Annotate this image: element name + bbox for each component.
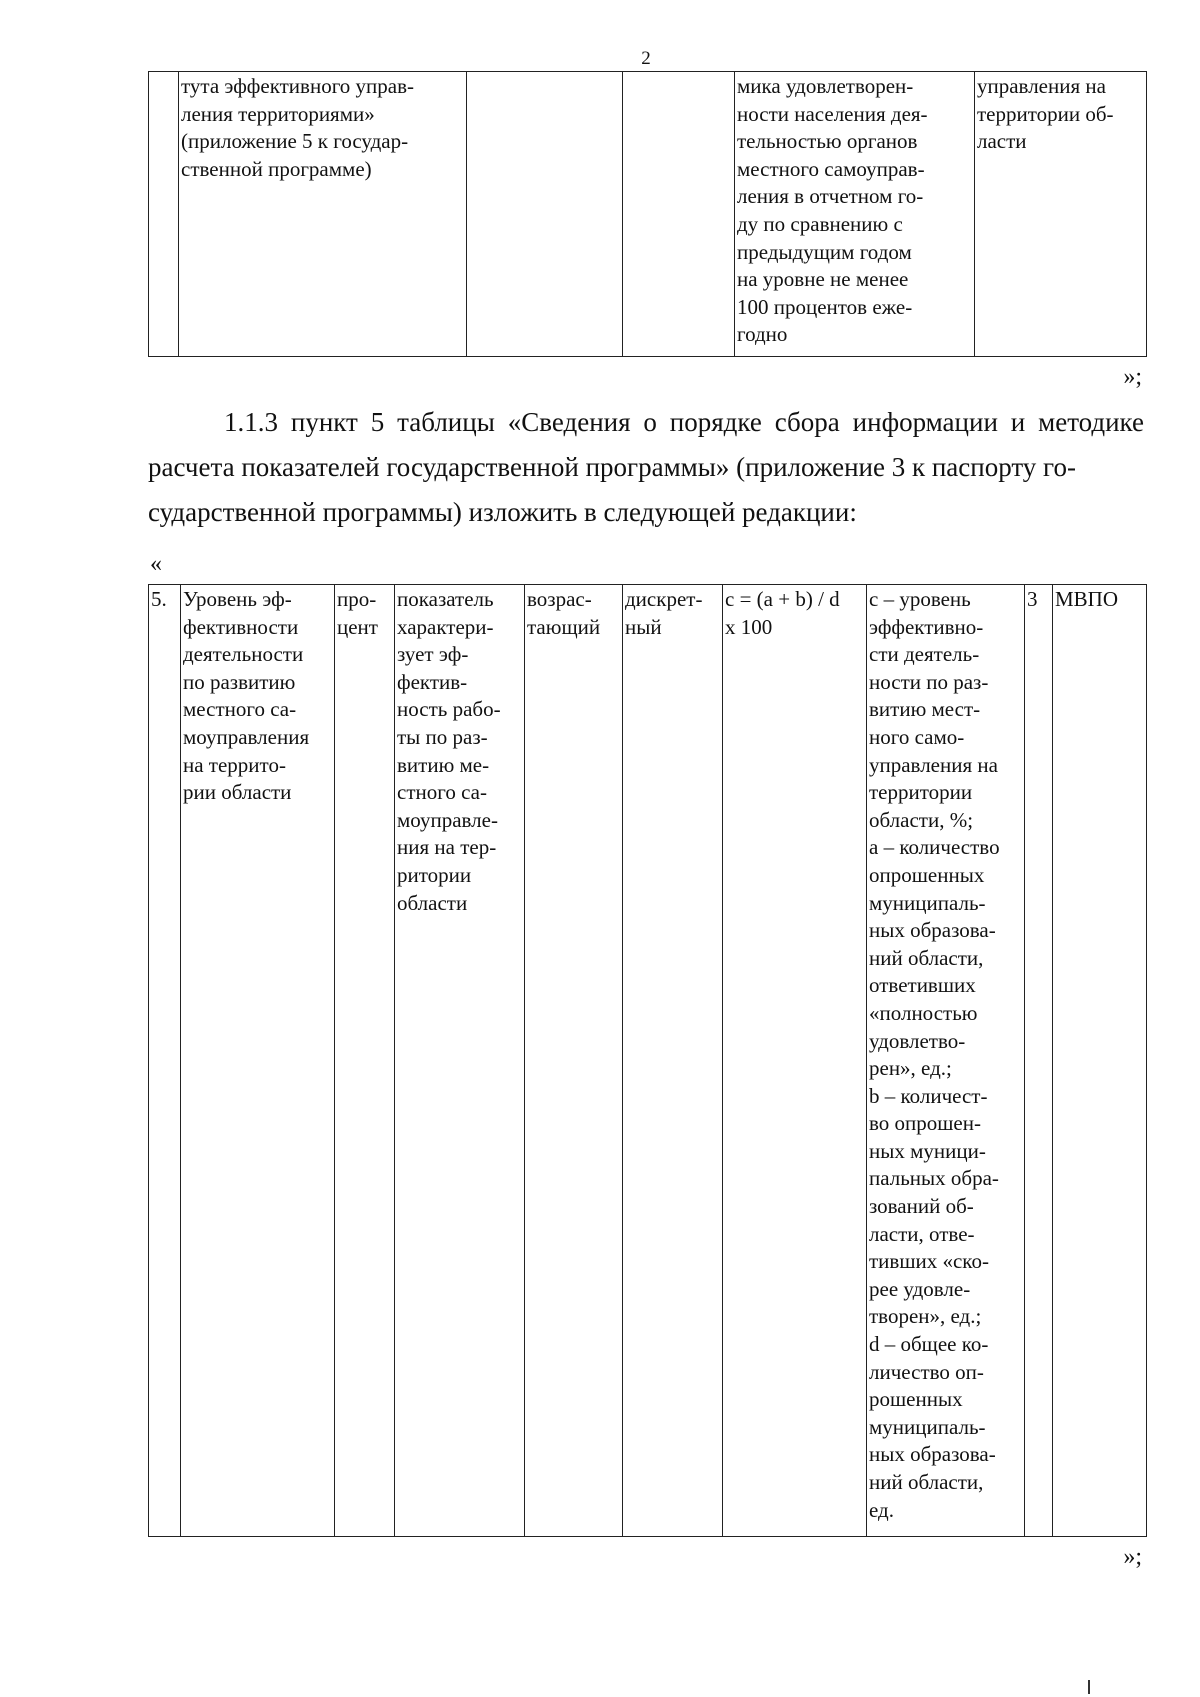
table-row <box>149 585 1147 1537</box>
table-cell <box>149 72 179 357</box>
opening-quote: « <box>150 551 162 577</box>
table-cell: дискрет- ный <box>623 585 723 1537</box>
table-cell: возрас- тающий <box>525 585 623 1537</box>
scan-mark <box>1088 1680 1090 1694</box>
table-cell: про- цент <box>335 585 395 1537</box>
body-paragraph <box>148 400 1144 535</box>
indicator-table <box>148 584 1147 1537</box>
closing-quote: »; <box>1123 1544 1142 1570</box>
table-cell: мика удовлетворен- ности населения дея- тельностью органов местного самоуправ- ления в отчетном го- ду по сравнению с предыдущим годом на уровне не менее 100 процентов еже- годно <box>735 72 975 357</box>
table-cell <box>623 72 735 357</box>
table-row <box>149 72 1147 357</box>
table-cell: с – уровень эффективно- сти деятель- ности по раз- витию мест- ного само- управления на территории области, %; а – количество опрошенных муниципаль- ных образова- ний области, ответивших «полностью удовлетво- рен», ед.; b – количест- во опрошен- ных муници- пальных обра- зований об- ласти, отве- тивших «ско- рее удовле- творен», ед.; d – общее ко- личество оп- рошенных муниципаль- ных образова- ний области, ед. <box>867 585 1025 1537</box>
table-cell: 3 <box>1025 585 1053 1537</box>
paragraph-rest: расчета показателей государственной программы» (приложение 3 к паспорту го- сударственной программы) изложить в следующей редакции: <box>148 452 1076 527</box>
table-cell: с = (a + b) / d х 100 <box>723 585 867 1537</box>
paragraph-first-line: 1.1.3 пункт 5 таблицы «Сведения о порядке сбора информации и методике <box>224 407 1144 437</box>
table-cell: 5. <box>149 585 181 1537</box>
table-cell: Уровень эф- фективности деятельности по развитию местного са- моуправления на террито- рии области <box>181 585 335 1537</box>
table-cell: управления на территории об- ласти <box>975 72 1147 357</box>
continued-table <box>148 71 1147 357</box>
table-cell: МВПО <box>1053 585 1147 1537</box>
table-cell: показатель характери- зует эф- фектив- ность рабо- ты по раз- витию ме- стного са- моуправле- ния на тер- ритории области <box>395 585 525 1537</box>
table-cell <box>467 72 623 357</box>
page-number: 2 <box>641 48 651 69</box>
table-cell: тута эффективного управ- ления территориями» (приложение 5 к государ- ственной программе) <box>179 72 467 357</box>
closing-quote: »; <box>1123 364 1142 390</box>
